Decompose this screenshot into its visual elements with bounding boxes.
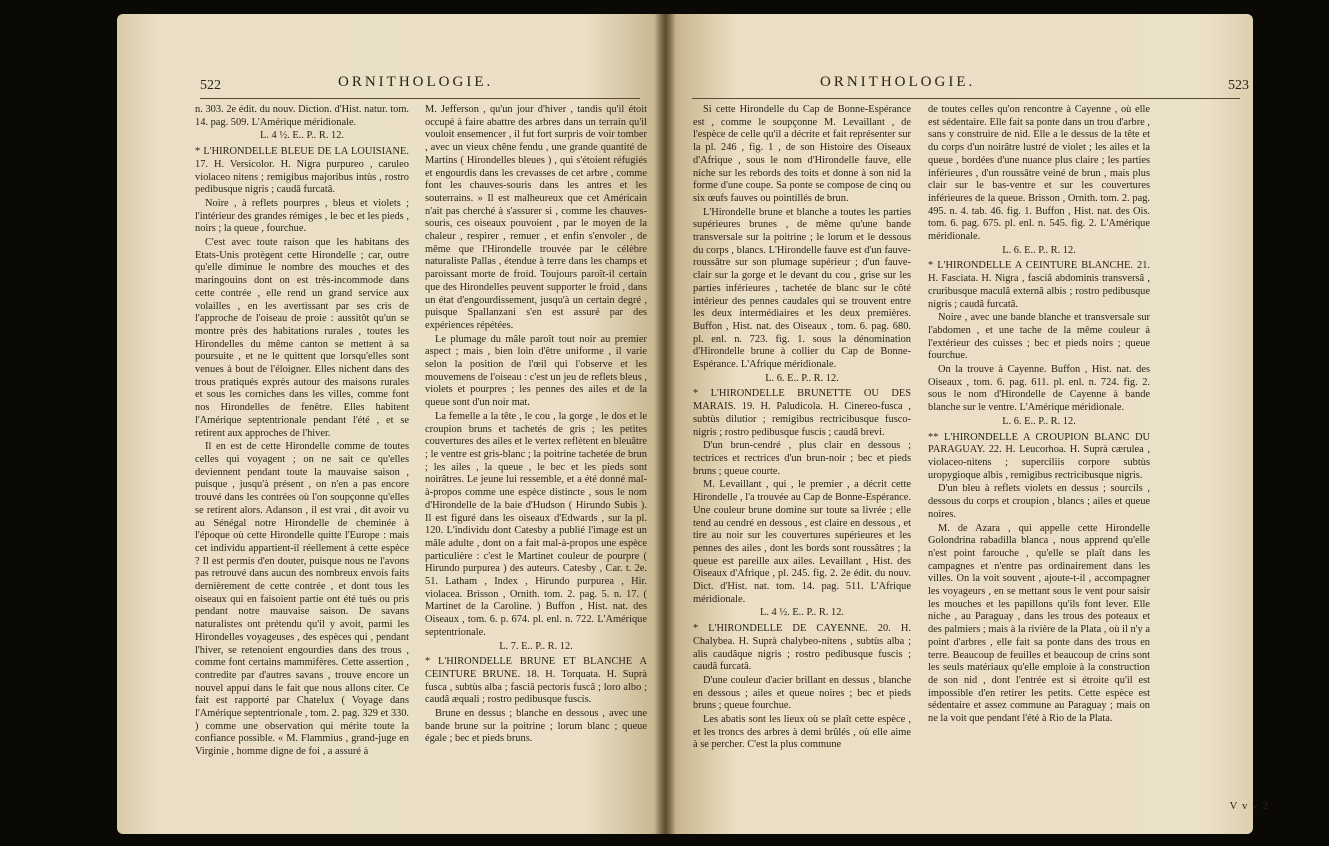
- book-gutter: [655, 14, 675, 834]
- right-running-head: ORNITHOLOGIE.: [820, 74, 976, 90]
- species-heading: * L'HIRONDELLE BRUNE ET BLANCHE A CEINTURE BRUNE. 18. H. Torquata. H. Suprà fusca , subtùs alba ; fasciâ pectoris fuscâ ; loro albo ; caudâ æquali ; rostro pedibusque fuscis.: [425, 656, 647, 706]
- species-heading: * L'HIRONDELLE DE CAYENNE. 20. H. Chalybea. H. Suprà chalybeo-nitens , subtùs alba ; alis caudâque nigris ; rostro pedibusque fuscis ; caudâ furcatâ.: [693, 623, 911, 673]
- right-page-number: 523: [1228, 78, 1249, 93]
- measurement-line: L. 6. E.. P.. R. 12.: [765, 372, 839, 384]
- left-column-1: [195, 104, 409, 760]
- text-paragraph: Les abatis sont les lieux où se plaît cette espèce , et les troncs des arbres à demi brûlés , où elle aime à se percher. C'est la plus commune: [693, 714, 911, 751]
- text-paragraph: D'un brun-cendré , plus clair en dessous ; tectrices et rectrices d'un brun-noir ; bec et pieds bruns ; queue courte.: [693, 440, 911, 477]
- measurement-line: L. 6. E.. P.. R. 12.: [1002, 415, 1076, 427]
- species-heading: * L'HIRONDELLE BRUNETTE OU DES MARAIS. 19. H. Paludicola. H. Cinereo-fusca , subtùs dilutior ; remigibus rectricibusque fusco-nigris ; rostro pedibusque fuscis ; caudâ brevi.: [693, 388, 911, 438]
- left-header-rule: [200, 98, 640, 99]
- species-heading: ** L'HIRONDELLE A CROUPION BLANC DU PARAGUAY. 22. H. Leucorhoa. H. Suprà cærulea , violaceo-nitens ; superciliis corpore subtùs uropygioque albis , remigibus rectricibusque nigris.: [928, 431, 1150, 481]
- right-header-rule: [692, 98, 1240, 99]
- measurement-line: L. 4 ½. E.. P.. R. 12.: [760, 607, 844, 619]
- text-paragraph: L'Hirondelle brune et blanche a toutes les parties supérieures brunes , de même qu'une bande transversale sur la poitrine ; le lorum et le dessous du corps , blancs. L'Hirondelle fauve est d'un fauve-roussâtre sur son plumage supérieur ; d'un fauve-clair sur la gorge et le devant du cou , grise sur les parties inférieures , tachetée de blanc sur le côté intérieur des pennes caudales qui se trouvent entre les deux intermédiaires et les deux premières. Buffon , Hist. nat. des Oiseaux , tom. 6. pag. 680. pl. enl. n. 723. fig. 1. sous la dénomination d'Hirondelle brune à collier du Cap de Bonne-Espérance. L'Afrique méridionale.: [693, 206, 911, 371]
- text-paragraph: n. 303. 2e édit. du nouv. Diction. d'Hist. natur. tom. 14. pag. 509. L'Amérique méridionale.: [195, 104, 409, 128]
- text-paragraph: Noire , avec une bande blanche et transversale sur l'abdomen , et une tache de la même couleur à l'extérieur des cuisses ; bec et pieds noirs ; queue fourchue.: [928, 312, 1150, 362]
- text-paragraph: de toutes celles qu'on rencontre à Cayenne , où elle est sédentaire. Elle fait sa ponte dans un trou d'arbre , sans y construire de nid. Elle a le dessus de la tête et du corps d'un noirâtre lustré de violet ; les ailes et la queue , bordées d'une nuance plus claire ; les parties inférieures , d'un roussâtre veiné de brun , mais plus clair sur le bas-ventre et sur les couvertures inférieures de la queue. Brisson , Ornith. tom. 2. pag. 495. n. 4. tab. 46. fig. 1. Buffon , Hist. nat. des Ois. tom. 6. pag. 675. pl. enl. n. 545. fig. 2. L'Amérique méridionale.: [928, 104, 1150, 243]
- text-paragraph: On la trouve à Cayenne. Buffon , Hist. nat. des Oiseaux , tom. 6. pag. 611. pl. enl. n. 724. fig. 2. sous le nom d'Hirondelle de Cayenne à bande blanche sur le ventre. L'Amérique méridionale.: [928, 364, 1150, 414]
- left-column-2: [425, 104, 647, 747]
- text-paragraph: D'un bleu à reflets violets en dessus ; sourcils , dessous du corps et croupion , blancs ; ailes et queue noires.: [928, 483, 1150, 520]
- text-paragraph: La femelle a la tête , le cou , la gorge , le dos et le croupion bruns et tachetés de gris ; les petites couvertures des ailes et le vertex reflètent en bleuâtre ; le ventre est gris-blanc ; la poitrine tachetée de brun ; les ailes , la queue , le bec et les pieds sont noirâtres. Le jeune lui ressemble, et a été donné mal-à-propos comme une espèce distincte , sous le nom d'Hirondelle de la baie d'Hudson ( Hirundo Subis ). Il est figuré dans les oiseaux d'Edwards , sur la pl. 120. L'individu dont Catesby a publié l'image est un mâle adulte , dont on a fait mal-à-propos une espèce particulière : c'est le Martinet couleur de pourpre ( Hirundo purpurea ) des auteurs. Catesby , Car. t. 2e. 51. Latham , Index , Hirundo purpurea , Hir. violacea. Brisson , Ornith. tom. 2. pag. 5. n. 17. ( Martinet de la Caroline. ) Buffon , Hist. nat. des Oiseaux , tom. 6. p. 674. pl. enl. n. 722. L'Amérique septentrionale.: [425, 410, 647, 638]
- text-paragraph: M. de Azara , qui appelle cette Hirondelle Golondrina rabadilla blanca , nous apprend qu'elle n'est point farouche , qu'elle se plaît dans les campagnes et n'entre pas ordinairement dans les villes. On la voit souvent , ajoute-t-il , accompagner les voyageurs , en se mettant sous le vent pour saisir les mouches et les papillons qu'ils font lever. Elle niche , au Paraguay , dans les trous des poteaux et des palmiers ; mais à la rivière de la Plata , où il n'y a point d'arbres , elle fait sa ponte dans des trous en terre. Beaucoup de feuilles et beaucoup de crins sont les seuls matériaux qu'elle emploie à la construction de son nid , dont l'entrée est si étroite qu'il est impossible d'en retirer les petits. Cette espèce est sédentaire et assez commune au Paraguay ; mais on ne la voit que pendant l'été à Rio de la Plata.: [928, 522, 1150, 725]
- right-column-2: [928, 104, 1150, 727]
- left-page-number: 522: [200, 78, 221, 93]
- species-heading: * L'HIRONDELLE BLEUE DE LA LOUISIANE. 17. H. Versicolor. H. Nigra purpureo , caruleo violaceo nitens ; remigibus majoribus intùs , rostro pedibusque nigris ; caudâ furcatâ.: [195, 146, 409, 196]
- text-paragraph: D'une couleur d'acier brillant en dessus , blanche en dessous ; ailes et queue noires ; bec et pieds bruns ; queue fourchue.: [693, 674, 911, 712]
- measurement-line: L. 4 ½. E.. P.. R. 12.: [260, 130, 344, 142]
- text-paragraph: Le plumage du mâle paroît tout noir au premier aspect ; mais , bien loin d'être uniforme , il varie selon la position de l'œil qui l'observe et les mouvemens de l'oiseau : c'est un jeu de reflets bleus , violets et pourpres ; les pennes des ailes et de la queue sont d'un noir mat.: [425, 333, 647, 409]
- text-paragraph: Il en est de cette Hirondelle comme de toutes celles qui voyagent ; on ne sait ce qu'elles deviennent pendant toute la mauvaise saison , puisque , jusqu'à présent , on n'en a pas encore trouvé dans les contrées où l'on soupçonne qu'elles se retirent alors. Adanson , il est vrai , dit avoir vu au Sénégal notre Hirondelle de cheminée à l'époque où cette Hirondelle quitte l'Europe : mais cet individu appartient-il réellement à cette espèce ? Il est permis d'en douter, puisque nous ne l'avons pas retrouvé dans aucun des nombreux envois faits dernièrement de cette contrée , et dont tous les oiseaux qui en faisoient partie ont été tués ou pris pendant notre mauvaise saison. De savans naturalistes ont prétendu qu'il y avoit, parmi les Hirondelles voyageuses , des espèces qui , pendant l'hiver, se retenoient engourdies dans des trous , comme font certains mammifères. Cette assertion , contredite par d'autres savans , trouve encore un nouvel appui dans le fait que nous allons citer. Ce fait est rapporté par Chatelux ( Voyage dans l'Amérique septentrionale , tom. 2. pag. 329 et 330. ) comme une observation qui mérite toute la confiance possible. « M. Flammius , grand-juge en Virginie , homme digne de foi , a assuré à: [195, 441, 409, 758]
- signature-mark: V v v 2: [1229, 800, 1269, 812]
- text-paragraph: C'est avec toute raison que les habitans des Etats-Unis protègent cette Hirondelle ; car, outre qu'elle diminue le nombre des mouches et des maringouins dont on est très-incommode dans cette contrée , elle rend un grand service aux volailles , en les avertissant par ses cris de l'approche de l'oiseau de proie : aussitôt qu'un se montre près des habitations rurales , toutes les Hirondelles du même canton se mettent à sa poursuite , et ne le quittent que lorsqu'elles sont venues à bout de l'éloigner. Elles nichent dans des trous pratiqués exprès autour des maisons rurales et sous les corniches dans les villes, comme font nos Hirondelles de fenêtre. Elles habitent l'Amérique septentrionale pendant l'été , et se retirent aux approches de l'hiver.: [195, 237, 409, 439]
- left-running-head: ORNITHOLOGIE.: [338, 74, 494, 90]
- text-paragraph: Noire , à reflets pourpres , bleus et violets ; l'intérieur des grandes rémiges , le bec et les pieds , noirs ; la queue , fourchue.: [195, 197, 409, 235]
- measurement-line: L. 7. E.. P.. R. 12.: [499, 640, 573, 652]
- text-paragraph: Si cette Hirondelle du Cap de Bonne-Espérance est , comme le soupçonne M. Levaillant , de l'espèce de celle qu'il a décrite et fait représenter sur la pl. 246 , fig. 1 , de son Histoire des Oiseaux d'Afrique , sous le nom d'Hirondelle fauve, elle niche sur les rebords des toits et donne à son nid la forme d'une coupe. Sa ponte se compose de cinq ou six œufs fauves ou pointillés de brun.: [693, 104, 911, 204]
- text-paragraph: M. Levaillant , qui , le premier , a décrit cette Hirondelle , l'a trouvée au Cap de Bonne-Espérance. Une couleur brune domine sur toute sa livrée ; elle tend au cendré en dessous , est claire en dessous , et tire au noir sur les couvertures supérieures et les pennes des ailes , dont les bords sont roussâtres ; la queue est pareille aux ailes. Levaillant , Hist. des Oiseaux d'Afrique , pl. 245. fig. 2. 2e édit. du nouv. Dict. d'Hist. nat. tom. 14. pag. 511. L'Afrique méridionale.: [693, 479, 911, 605]
- measurement-line: L. 6. E.. P.. R. 12.: [1002, 244, 1076, 256]
- species-heading: * L'HIRONDELLE A CEINTURE BLANCHE. 21. H. Fasciata. H. Nigra , fasciâ abdominis transversâ , cruribusque maculâ externâ albis ; rostro pedibusque nigris ; caudâ furcatâ.: [928, 260, 1150, 310]
- right-column-1: [693, 104, 911, 753]
- text-paragraph: M. Jefferson , qu'un jour d'hiver , tandis qu'il étoit occupé à faire abattre des arbres dans un terrain qu'il vouloit ensemencer , il fut fort surpris de voir tomber , avec un vieux chêne fendu , une grande quantité de Martins ( Hirondelles bleues ) , qui s'étoient réfugiés et engourdis dans les crevasses de cet arbre , comme font les chauves-souris dans les antres et les souterrains. » Il est malheureux que cet Américain n'ait pas cherché à s'assurer si , comme les chauves-souris, ces oiseaux pouvoient , par le moyen de la chaleur , respirer , remuer , et enfin s'envoler , de même que l'Hirondelle trouvée par le célèbre naturaliste Pallas , étendue à terre dans les champs et paroissant morte de froid. Toujours paroît-il certain que des Hirondelles peuvent supporter le froid , dans un état d'engourdissement, jusqu'à un certain degré , puisque Spallanzani s'en est assuré par des expériences répétées.: [425, 104, 647, 331]
- text-paragraph: Brune en dessus ; blanche en dessous , avec une bande brune sur la poitrine ; lorum blanc ; queue égale ; bec et pieds bruns.: [425, 708, 647, 745]
